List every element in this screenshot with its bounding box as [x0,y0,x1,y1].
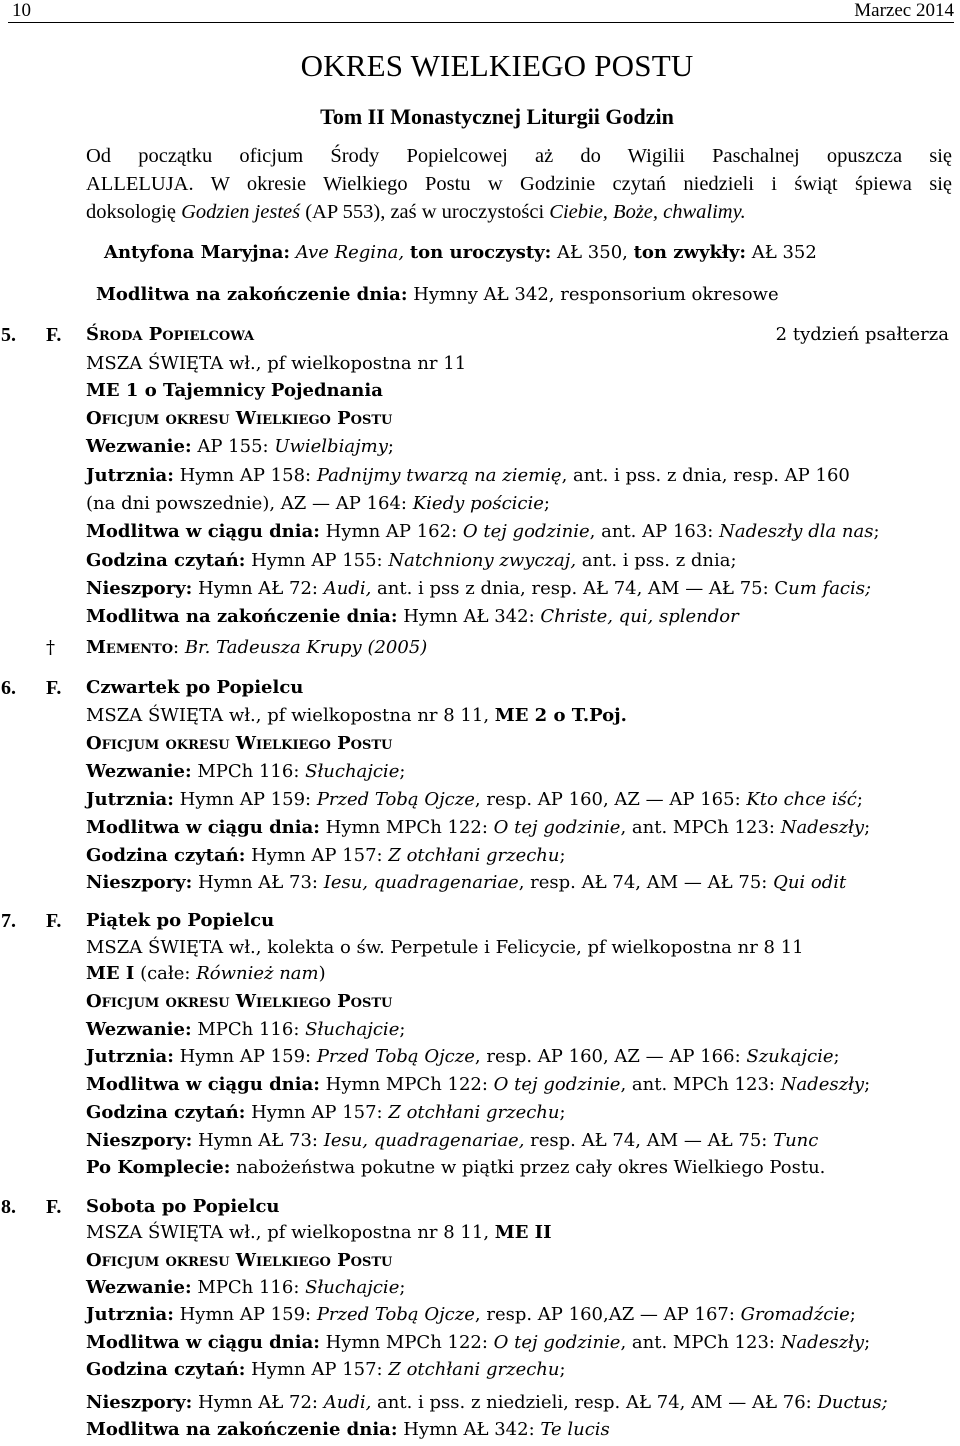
eucharistic-prayer: ME I (całe: Również nam) [86,963,326,984]
office-heading: Oficjum okresu Wielkiego Postu [86,1250,393,1271]
marian-antiphon: Antyfona Maryjna: Ave Regina, ton uroczysty: AŁ 350, ton zwykły: AŁ 352 [104,242,817,263]
lauds-line: Jutrznia: Hymn AP 159: Przed Tobą Ojcze, resp. AP 160, AZ — AP 165: Kto chce iść; [86,789,863,810]
day-number: 6. [1,677,16,699]
lauds-line: Jutrznia: Hymn AP 159: Przed Tobą Ojcze, resp. AP 160, AZ — AP 166: Szukajcie; [86,1046,840,1067]
day-rank: F. [46,677,62,699]
day-rank: F. [46,1196,62,1218]
mass-line: MSZA ŚWIĘTA wł., kolekta o św. Perpetule i Felicycie, pf wielkopostna nr 8 11 [86,937,804,958]
lauds-line-2: (na dni powszednie), AZ — AP 164: Kiedy pościcie; [86,493,550,514]
office-heading: Oficjum okresu Wielkiego Postu [86,408,393,429]
vespers-line: Nieszpory: Hymn AŁ 72: Audi, ant. i pss. z niedzieli, resp. AŁ 74, AM — AŁ 76: Ductus; [86,1392,888,1413]
psalter-week: 2 tydzień psałterza [775,324,949,345]
vespers-line: Nieszpory: Hymn AŁ 73: Iesu, quadragenariae, resp. AŁ 74, AM — AŁ 75: Tunc [86,1130,819,1151]
mass-line: MSZA ŚWIĘTA wł., pf wielkopostna nr 11 [86,353,467,374]
page-number: 10 [12,0,31,21]
office-of-readings-line: Godzina czytań: Hymn AP 157: Z otchłani grzechu; [86,1359,566,1380]
page-header [8,0,954,23]
office-of-readings-line: Godzina czytań: Hymn AP 157: Z otchłani grzechu; [86,845,566,866]
day-rank: F. [46,324,62,346]
lauds-line: Jutrznia: Hymn AP 158: Padnijmy twarzą na ziemię, ant. i pss. z dnia, resp. AP 160 [86,465,850,486]
intro-paragraph [86,142,952,226]
vespers-line: Nieszpory: Hymn AŁ 72: Audi, ant. i pss z dnia, resp. AŁ 74, AM — AŁ 75: Cum facis; [86,578,872,599]
invitatory-line: Wezwanie: MPCh 116: Słuchajcie; [86,761,406,782]
office-of-readings-line: Godzina czytań: Hymn AP 157: Z otchłani grzechu; [86,1102,566,1123]
intro-line-2: ALLELUJA. W okresie Wielkiego Postu w Godzinie czytań niedzieli i świąt śpiewa się [86,173,952,195]
lauds-line: Jutrznia: Hymn AP 159: Przed Tobą Ojcze, resp. AP 160,AZ — AP 167: Gromadźcie; [86,1304,856,1325]
memento-line: Memento: Br. Tadeusza Krupy (2005) [86,637,428,658]
eucharistic-prayer: ME 1 o Tajemnicy Pojednania [86,380,383,401]
compline-line: Modlitwa na zakończenie dnia: Hymn AŁ 342: Christe, qui, splendor [86,606,739,627]
intro-line-3: doksologię Godzien jesteś (AP 553), zaś w uroczystości Ciebie, Boże, chwalimy. [86,201,746,223]
daytime-prayer-line: Modlitwa w ciągu dnia: Hymn MPCh 122: O tej godzinie, ant. MPCh 123: Nadeszły; [86,1332,871,1353]
day-number: 5. [1,324,16,346]
day-rank: F. [46,910,62,932]
day-number: 8. [1,1196,16,1218]
daytime-prayer-line: Modlitwa w ciągu dnia: Hymn MPCh 122: O tej godzinie, ant. MPCh 123: Nadeszły; [86,817,871,838]
compline-line: Modlitwa na zakończenie dnia: Hymn AŁ 342: Te lucis [86,1419,610,1440]
closing-prayer-general: Modlitwa na zakończenie dnia: Hymny AŁ 342, responsorium okresowe [96,284,779,305]
intro-line-1: Od początku oficjum Środy Popielcowej aż do Wigilii Paschalnej opuszcza się [86,145,952,167]
day-name: Czwartek po Popielcu [86,677,304,698]
daytime-prayer-line: Modlitwa w ciągu dnia: Hymn AP 162: O tej godzinie, ant. AP 163: Nadeszły dla nas; [86,521,880,542]
mass-line: MSZA ŚWIĘTA wł., pf wielkopostna nr 8 11, ME 2 o T.Poj. [86,705,627,726]
vespers-line: Nieszpory: Hymn AŁ 73: Iesu, quadragenariae, resp. AŁ 74, AM — AŁ 75: Qui odit [86,872,847,893]
after-compline-line: Po Komplecie: nabożeństwa pokutne w piątki przez cały okres Wielkiego Postu. [86,1157,826,1178]
mass-line: MSZA ŚWIĘTA wł., pf wielkopostna nr 8 11, ME II [86,1222,552,1243]
invitatory-line: Wezwanie: MPCh 116: Słuchajcie; [86,1277,406,1298]
office-of-readings-line: Godzina czytań: Hymn AP 155: Natchniony zwyczaj, ant. i pss. z dnia; [86,550,737,571]
day-name: Sobota po Popielcu [86,1196,280,1217]
cross-icon: † [46,637,55,658]
page-date: Marzec 2014 [854,0,954,21]
day-number: 7. [1,910,16,932]
page-title: OKRES WIELKIEGO POSTU [300,48,694,83]
invitatory-line: Wezwanie: MPCh 116: Słuchajcie; [86,1019,406,1040]
day-name: Piątek po Popielcu [86,910,275,931]
daytime-prayer-line: Modlitwa w ciągu dnia: Hymn MPCh 122: O tej godzinie, ant. MPCh 123: Nadeszły; [86,1074,871,1095]
invitatory-line: Wezwanie: AP 155: Uwielbiajmy; [86,436,394,457]
page-subtitle: Tom II Monastycznej Liturgii Godzin [320,104,674,129]
day-name: Środa Popielcowa [86,324,255,345]
office-heading: Oficjum okresu Wielkiego Postu [86,991,393,1012]
office-heading: Oficjum okresu Wielkiego Postu [86,733,393,754]
